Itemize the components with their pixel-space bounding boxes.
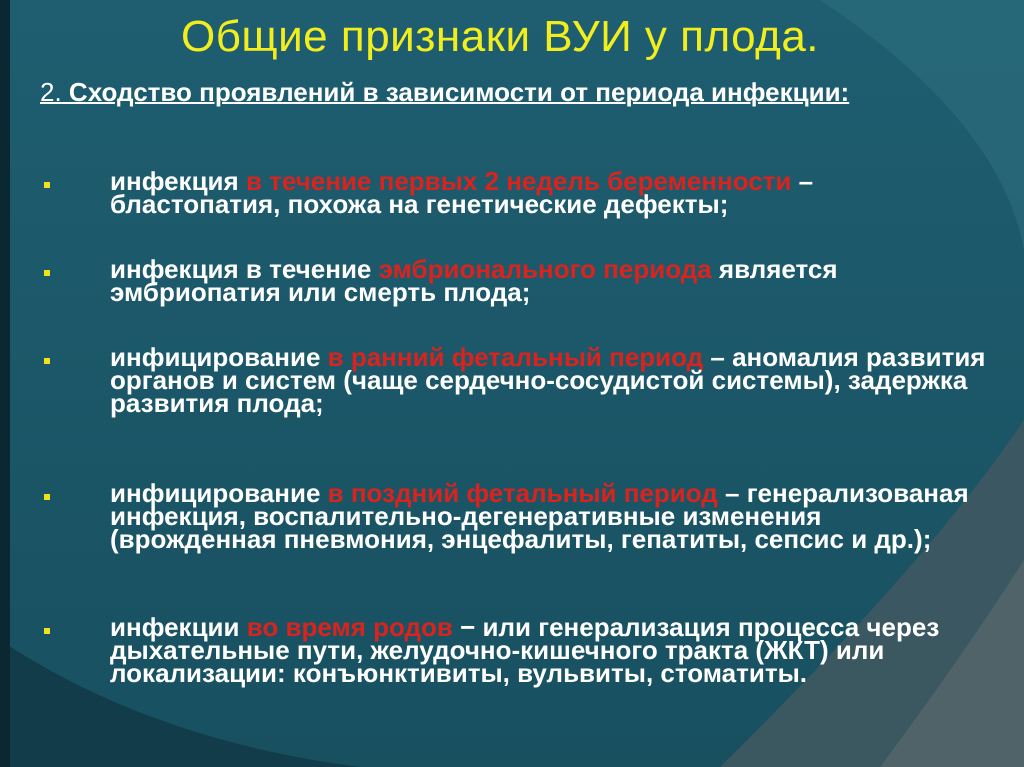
list-item-text: инфекция в течение эмбрионального периода является эмбриопатия или смерть плода;	[110, 254, 838, 307]
section-heading-text: Сходство проявлений в зависимости от периода инфекции:	[61, 77, 850, 107]
bullet-marker-icon	[44, 270, 50, 276]
list-item-text: инфицирование в поздний фетальный период – генерализованая инфекция, воспалительно-дегенеративные изменения (врожденная пневмония, энцефалиты, гепатиты, сепсис и др.);	[110, 478, 969, 554]
section-number: 2.	[40, 77, 62, 107]
section-heading	[40, 77, 900, 107]
bullet-marker-icon	[44, 182, 50, 188]
bullet-marker-icon	[44, 494, 50, 500]
highlight-text: эмбрионального периода	[378, 254, 712, 284]
list-item-text: инфекция в течение первых 2 недель беременности – бластопатия, похожа на генетические дефекты;	[110, 166, 814, 219]
highlight-text: в поздний фетальный период	[327, 478, 718, 508]
highlight-text: в ранний фетальный период	[327, 342, 704, 372]
bullet-marker-icon	[44, 628, 50, 634]
highlight-text: во время родов	[246, 612, 453, 642]
slide-title: Общие признаки ВУИ у плода.	[180, 12, 820, 61]
highlight-text: в течение первых 2 недель беременности	[245, 166, 792, 196]
bullet-marker-icon	[44, 358, 50, 364]
list-item-text: инфекции во время родов − или генерализация процесса через дыхательные пути, желудочно-кишечного тракта (ЖКТ) или локализации: конъюнктивиты, вульвиты, стоматиты.	[110, 612, 940, 688]
list-item-text: инфицирование в ранний фетальный период – аномалия развития органов и систем (чаще сердечно-сосудистой системы), задержка развития плода;	[110, 342, 986, 418]
